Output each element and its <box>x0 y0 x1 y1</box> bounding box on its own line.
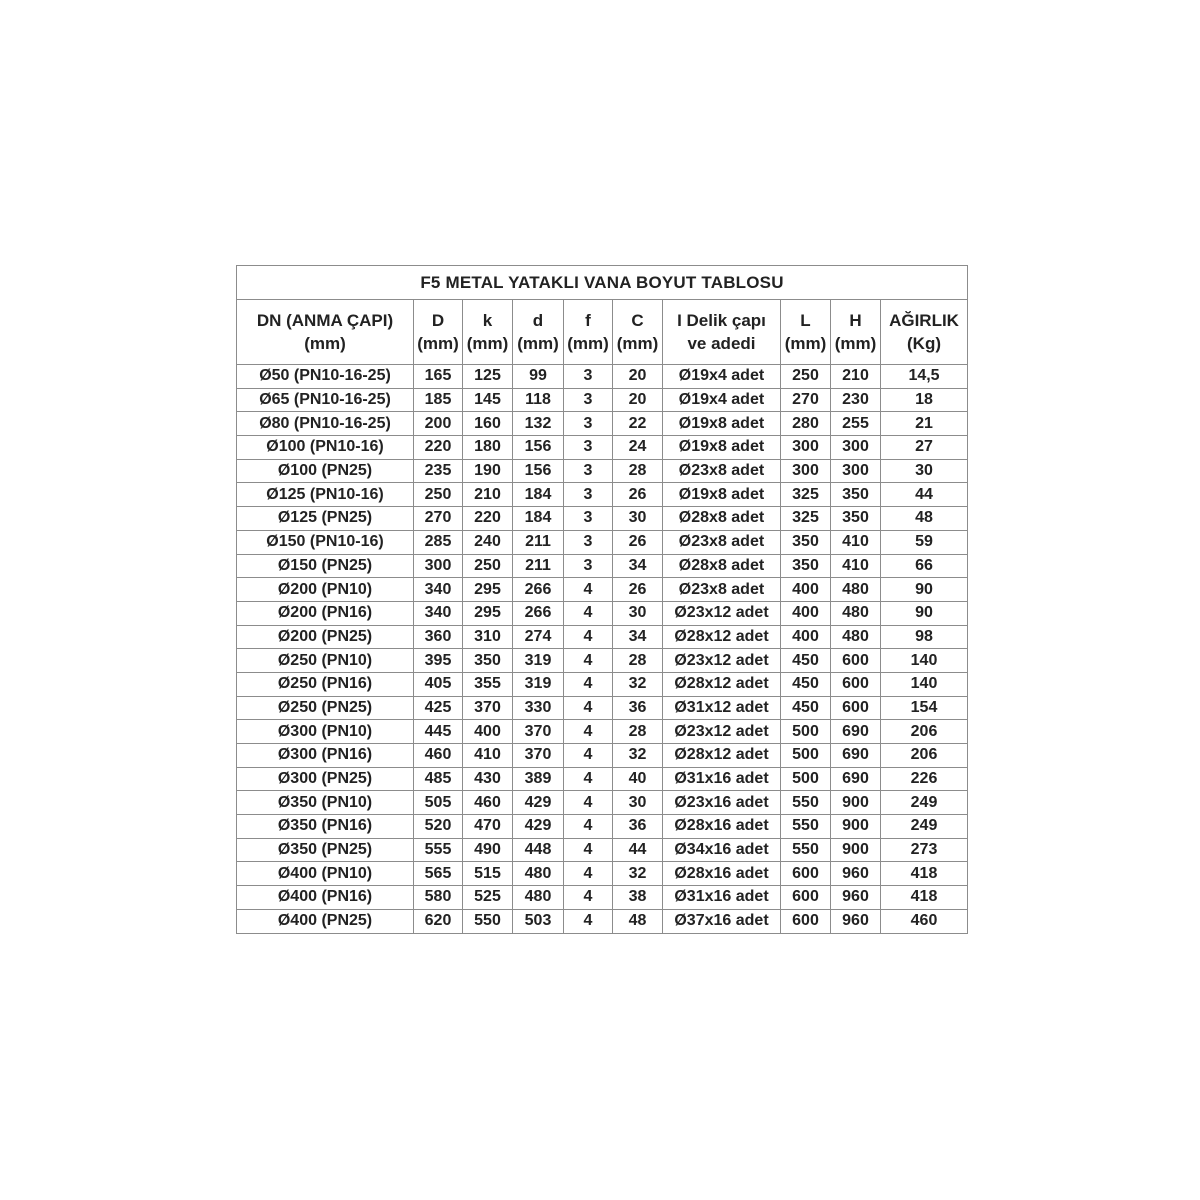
table-cell-f: 3 <box>564 483 613 507</box>
table-cell-hole: Ø31x16 adet <box>663 886 781 910</box>
table-row <box>237 412 968 436</box>
dimension-sheet <box>236 265 967 934</box>
table-cell-h: 210 <box>831 365 881 389</box>
table-cell-hole: Ø19x8 adet <box>663 412 781 436</box>
table-cell-d-inner: 132 <box>513 412 564 436</box>
table-cell-d-outer: 200 <box>414 412 463 436</box>
table-cell-c: 24 <box>613 436 663 460</box>
table-cell-dn: Ø300 (PN25) <box>237 767 414 791</box>
table-cell-c: 30 <box>613 601 663 625</box>
table-cell-c: 20 <box>613 365 663 389</box>
table-cell-d-inner: 429 <box>513 791 564 815</box>
table-cell-dn: Ø250 (PN10) <box>237 649 414 673</box>
table-cell-l: 325 <box>781 507 831 531</box>
table-cell-l: 550 <box>781 838 831 862</box>
column-header-label: d <box>532 311 544 330</box>
table-cell-hole: Ø23x12 adet <box>663 720 781 744</box>
table-cell-dn: Ø300 (PN10) <box>237 720 414 744</box>
table-cell-h: 600 <box>831 649 881 673</box>
table-cell-k: 550 <box>463 909 513 933</box>
table-cell-dn: Ø250 (PN16) <box>237 672 414 696</box>
table-cell-c: 34 <box>613 554 663 578</box>
table-cell-k: 470 <box>463 815 513 839</box>
column-header-label: I Delik çapı <box>677 311 766 330</box>
column-header-unit: (mm) <box>616 334 659 353</box>
table-cell-d-outer: 555 <box>414 838 463 862</box>
table-cell-d-outer: 505 <box>414 791 463 815</box>
table-cell-k: 515 <box>463 862 513 886</box>
table-cell-weight: 59 <box>881 530 968 554</box>
table-cell-d-outer: 395 <box>414 649 463 673</box>
table-cell-k: 370 <box>463 696 513 720</box>
table-cell-hole: Ø28x12 adet <box>663 672 781 696</box>
table-row <box>237 507 968 531</box>
table-row <box>237 720 968 744</box>
table-cell-c: 36 <box>613 696 663 720</box>
table-cell-h: 600 <box>831 672 881 696</box>
column-header-unit: (mm) <box>834 334 877 353</box>
table-cell-c: 30 <box>613 791 663 815</box>
table-cell-d-inner: 156 <box>513 436 564 460</box>
table-cell-f: 4 <box>564 578 613 602</box>
table-cell-f: 3 <box>564 388 613 412</box>
table-cell-k: 350 <box>463 649 513 673</box>
table-cell-l: 450 <box>781 696 831 720</box>
table-cell-dn: Ø200 (PN10) <box>237 578 414 602</box>
column-header-hole <box>663 300 781 365</box>
table-cell-hole: Ø23x8 adet <box>663 530 781 554</box>
table-cell-k: 190 <box>463 459 513 483</box>
table-cell-weight: 418 <box>881 862 968 886</box>
table-cell-h: 690 <box>831 767 881 791</box>
table-cell-d-outer: 360 <box>414 625 463 649</box>
table-cell-d-inner: 274 <box>513 625 564 649</box>
table-cell-f: 4 <box>564 862 613 886</box>
table-cell-l: 450 <box>781 649 831 673</box>
table-cell-d-inner: 370 <box>513 744 564 768</box>
table-cell-f: 4 <box>564 791 613 815</box>
table-row <box>237 862 968 886</box>
table-cell-l: 325 <box>781 483 831 507</box>
table-cell-weight: 44 <box>881 483 968 507</box>
table-cell-k: 220 <box>463 507 513 531</box>
table-cell-l: 400 <box>781 578 831 602</box>
table-cell-k: 355 <box>463 672 513 696</box>
table-cell-h: 900 <box>831 791 881 815</box>
table-cell-c: 26 <box>613 483 663 507</box>
table-cell-k: 310 <box>463 625 513 649</box>
table-cell-f: 3 <box>564 436 613 460</box>
table-cell-l: 600 <box>781 862 831 886</box>
table-cell-h: 255 <box>831 412 881 436</box>
table-cell-l: 350 <box>781 530 831 554</box>
table-row <box>237 815 968 839</box>
column-header-unit: (mm) <box>567 334 609 353</box>
table-cell-d-inner: 480 <box>513 886 564 910</box>
table-cell-l: 600 <box>781 886 831 910</box>
table-cell-c: 32 <box>613 744 663 768</box>
table-cell-k: 400 <box>463 720 513 744</box>
table-cell-weight: 18 <box>881 388 968 412</box>
table-cell-weight: 90 <box>881 578 968 602</box>
table-cell-d-outer: 580 <box>414 886 463 910</box>
table-cell-l: 500 <box>781 720 831 744</box>
table-cell-d-inner: 184 <box>513 507 564 531</box>
table-cell-d-outer: 340 <box>414 601 463 625</box>
table-cell-hole: Ø23x16 adet <box>663 791 781 815</box>
table-cell-dn: Ø150 (PN10-16) <box>237 530 414 554</box>
table-cell-dn: Ø100 (PN10-16) <box>237 436 414 460</box>
table-cell-hole: Ø34x16 adet <box>663 838 781 862</box>
table-cell-d-inner: 330 <box>513 696 564 720</box>
column-header-dn <box>237 300 414 365</box>
table-cell-hole: Ø23x8 adet <box>663 459 781 483</box>
table-cell-l: 550 <box>781 791 831 815</box>
table-cell-weight: 98 <box>881 625 968 649</box>
table-cell-h: 350 <box>831 483 881 507</box>
table-row <box>237 696 968 720</box>
table-cell-f: 4 <box>564 767 613 791</box>
table-cell-d-inner: 429 <box>513 815 564 839</box>
table-cell-h: 230 <box>831 388 881 412</box>
table-row <box>237 744 968 768</box>
column-header-unit: (mm) <box>417 334 459 353</box>
table-cell-f: 4 <box>564 720 613 744</box>
table-cell-hole: Ø23x12 adet <box>663 601 781 625</box>
table-cell-k: 250 <box>463 554 513 578</box>
table-cell-weight: 27 <box>881 436 968 460</box>
table-cell-k: 210 <box>463 483 513 507</box>
column-header-unit: (mm) <box>517 334 559 353</box>
table-row <box>237 388 968 412</box>
table-cell-hole: Ø19x8 adet <box>663 436 781 460</box>
table-cell-l: 270 <box>781 388 831 412</box>
table-cell-h: 960 <box>831 862 881 886</box>
table-cell-c: 48 <box>613 909 663 933</box>
table-cell-f: 4 <box>564 744 613 768</box>
table-cell-h: 900 <box>831 838 881 862</box>
table-row <box>237 365 968 389</box>
table-cell-l: 450 <box>781 672 831 696</box>
table-cell-d-inner: 370 <box>513 720 564 744</box>
table-row <box>237 625 968 649</box>
table-row <box>237 601 968 625</box>
table-cell-d-inner: 319 <box>513 672 564 696</box>
column-header-label: DN (ANMA ÇAPI) <box>256 311 394 330</box>
column-header-f <box>564 300 613 365</box>
table-cell-c: 44 <box>613 838 663 862</box>
table-cell-d-inner: 319 <box>513 649 564 673</box>
table-cell-d-inner: 118 <box>513 388 564 412</box>
table-cell-d-outer: 405 <box>414 672 463 696</box>
table-cell-dn: Ø350 (PN25) <box>237 838 414 862</box>
table-cell-weight: 14,5 <box>881 365 968 389</box>
table-cell-weight: 273 <box>881 838 968 862</box>
table-row <box>237 909 968 933</box>
table-cell-hole: Ø28x12 adet <box>663 625 781 649</box>
table-row <box>237 838 968 862</box>
table-cell-d-inner: 389 <box>513 767 564 791</box>
table-cell-d-outer: 620 <box>414 909 463 933</box>
table-cell-k: 295 <box>463 578 513 602</box>
table-cell-h: 960 <box>831 909 881 933</box>
table-cell-d-outer: 165 <box>414 365 463 389</box>
table-cell-f: 4 <box>564 601 613 625</box>
table-cell-hole: Ø28x8 adet <box>663 507 781 531</box>
table-cell-c: 32 <box>613 672 663 696</box>
table-cell-d-inner: 480 <box>513 862 564 886</box>
table-cell-f: 3 <box>564 507 613 531</box>
table-cell-l: 550 <box>781 815 831 839</box>
column-header-k <box>463 300 513 365</box>
table-cell-weight: 48 <box>881 507 968 531</box>
table-cell-d-inner: 184 <box>513 483 564 507</box>
table-cell-hole: Ø19x4 adet <box>663 388 781 412</box>
table-cell-f: 3 <box>564 459 613 483</box>
table-row <box>237 649 968 673</box>
table-cell-hole: Ø23x8 adet <box>663 578 781 602</box>
table-cell-k: 125 <box>463 365 513 389</box>
table-cell-d-outer: 460 <box>414 744 463 768</box>
table-cell-h: 410 <box>831 554 881 578</box>
table-cell-dn: Ø150 (PN25) <box>237 554 414 578</box>
column-header-label: L <box>800 311 811 330</box>
table-cell-weight: 206 <box>881 720 968 744</box>
table-cell-d-outer: 285 <box>414 530 463 554</box>
table-cell-d-outer: 220 <box>414 436 463 460</box>
table-cell-weight: 460 <box>881 909 968 933</box>
table-cell-f: 3 <box>564 554 613 578</box>
table-cell-weight: 206 <box>881 744 968 768</box>
table-cell-h: 690 <box>831 744 881 768</box>
table-cell-c: 30 <box>613 507 663 531</box>
valve-dimension-table <box>236 265 968 934</box>
table-cell-weight: 249 <box>881 791 968 815</box>
table-cell-hole: Ø19x4 adet <box>663 365 781 389</box>
table-cell-d-outer: 235 <box>414 459 463 483</box>
table-cell-weight: 30 <box>881 459 968 483</box>
table-cell-l: 300 <box>781 436 831 460</box>
table-cell-d-outer: 300 <box>414 554 463 578</box>
table-cell-d-inner: 99 <box>513 365 564 389</box>
table-cell-dn: Ø50 (PN10-16-25) <box>237 365 414 389</box>
table-cell-dn: Ø200 (PN16) <box>237 601 414 625</box>
table-cell-f: 3 <box>564 365 613 389</box>
table-cell-weight: 66 <box>881 554 968 578</box>
table-cell-l: 600 <box>781 909 831 933</box>
table-cell-d-inner: 266 <box>513 578 564 602</box>
table-row <box>237 672 968 696</box>
table-row <box>237 554 968 578</box>
column-header-unit: ve adedi <box>687 334 756 353</box>
table-cell-d-inner: 448 <box>513 838 564 862</box>
table-cell-weight: 140 <box>881 672 968 696</box>
table-cell-dn: Ø300 (PN16) <box>237 744 414 768</box>
table-cell-hole: Ø31x12 adet <box>663 696 781 720</box>
table-cell-f: 4 <box>564 672 613 696</box>
column-header-label: D <box>431 311 445 330</box>
table-cell-c: 28 <box>613 459 663 483</box>
table-cell-h: 350 <box>831 507 881 531</box>
column-header-label: H <box>849 311 862 330</box>
table-cell-weight: 418 <box>881 886 968 910</box>
table-row <box>237 459 968 483</box>
table-cell-d-outer: 445 <box>414 720 463 744</box>
column-header-c <box>613 300 663 365</box>
table-cell-k: 430 <box>463 767 513 791</box>
table-cell-f: 4 <box>564 886 613 910</box>
table-cell-c: 20 <box>613 388 663 412</box>
table-cell-d-outer: 485 <box>414 767 463 791</box>
table-cell-d-outer: 520 <box>414 815 463 839</box>
table-cell-weight: 21 <box>881 412 968 436</box>
table-cell-c: 28 <box>613 649 663 673</box>
table-cell-weight: 140 <box>881 649 968 673</box>
table-cell-hole: Ø23x12 adet <box>663 649 781 673</box>
table-cell-c: 28 <box>613 720 663 744</box>
table-cell-c: 26 <box>613 530 663 554</box>
table-cell-dn: Ø400 (PN10) <box>237 862 414 886</box>
table-cell-dn: Ø400 (PN25) <box>237 909 414 933</box>
table-cell-h: 480 <box>831 601 881 625</box>
table-cell-hole: Ø19x8 adet <box>663 483 781 507</box>
table-cell-k: 525 <box>463 886 513 910</box>
table-cell-k: 180 <box>463 436 513 460</box>
table-cell-l: 500 <box>781 767 831 791</box>
column-header-unit: (mm) <box>304 334 346 353</box>
table-row <box>237 767 968 791</box>
table-cell-dn: Ø250 (PN25) <box>237 696 414 720</box>
table-cell-k: 460 <box>463 791 513 815</box>
table-cell-d-outer: 565 <box>414 862 463 886</box>
column-header-unit: (mm) <box>784 334 827 353</box>
column-header-label: k <box>482 311 493 330</box>
table-cell-l: 400 <box>781 601 831 625</box>
table-cell-k: 410 <box>463 744 513 768</box>
table-cell-d-inner: 211 <box>513 554 564 578</box>
table-cell-h: 900 <box>831 815 881 839</box>
table-cell-c: 36 <box>613 815 663 839</box>
table-cell-h: 300 <box>831 459 881 483</box>
table-cell-hole: Ø31x16 adet <box>663 767 781 791</box>
table-cell-c: 40 <box>613 767 663 791</box>
table-cell-d-outer: 270 <box>414 507 463 531</box>
table-cell-c: 26 <box>613 578 663 602</box>
table-cell-weight: 90 <box>881 601 968 625</box>
table-cell-h: 690 <box>831 720 881 744</box>
table-cell-weight: 226 <box>881 767 968 791</box>
table-cell-dn: Ø125 (PN25) <box>237 507 414 531</box>
column-header-d-outer <box>414 300 463 365</box>
table-cell-f: 3 <box>564 530 613 554</box>
column-header-unit: (Kg) <box>907 334 941 353</box>
table-cell-d-outer: 185 <box>414 388 463 412</box>
table-cell-dn: Ø100 (PN25) <box>237 459 414 483</box>
column-header-label: C <box>631 311 644 330</box>
table-cell-l: 250 <box>781 365 831 389</box>
table-cell-h: 600 <box>831 696 881 720</box>
column-header-unit: (mm) <box>466 334 509 353</box>
table-cell-dn: Ø400 (PN16) <box>237 886 414 910</box>
table-cell-h: 410 <box>831 530 881 554</box>
table-cell-f: 4 <box>564 625 613 649</box>
table-cell-d-outer: 425 <box>414 696 463 720</box>
table-cell-f: 4 <box>564 815 613 839</box>
header-row <box>237 300 968 365</box>
table-cell-hole: Ø28x16 adet <box>663 862 781 886</box>
table-cell-k: 295 <box>463 601 513 625</box>
table-cell-k: 490 <box>463 838 513 862</box>
column-header-h <box>831 300 881 365</box>
table-row <box>237 886 968 910</box>
column-header-d-inner <box>513 300 564 365</box>
table-cell-dn: Ø350 (PN16) <box>237 815 414 839</box>
table-cell-d-outer: 340 <box>414 578 463 602</box>
table-cell-hole: Ø28x8 adet <box>663 554 781 578</box>
table-row <box>237 530 968 554</box>
table-cell-d-inner: 156 <box>513 459 564 483</box>
table-cell-h: 960 <box>831 886 881 910</box>
table-cell-h: 480 <box>831 578 881 602</box>
table-title: F5 METAL YATAKLI VANA BOYUT TABLOSU <box>237 266 968 300</box>
table-body <box>237 365 968 934</box>
table-cell-hole: Ø28x16 adet <box>663 815 781 839</box>
column-header-label: f <box>585 311 591 330</box>
table-cell-hole: Ø37x16 adet <box>663 909 781 933</box>
table-cell-c: 38 <box>613 886 663 910</box>
table-cell-f: 3 <box>564 412 613 436</box>
table-cell-dn: Ø125 (PN10-16) <box>237 483 414 507</box>
table-cell-f: 4 <box>564 696 613 720</box>
table-cell-k: 160 <box>463 412 513 436</box>
table-cell-f: 4 <box>564 838 613 862</box>
column-header-label: AĞIRLIK <box>889 311 959 330</box>
table-row <box>237 578 968 602</box>
table-cell-l: 350 <box>781 554 831 578</box>
table-cell-d-inner: 503 <box>513 909 564 933</box>
column-header-weight <box>881 300 968 365</box>
table-cell-l: 500 <box>781 744 831 768</box>
table-cell-weight: 249 <box>881 815 968 839</box>
table-cell-c: 34 <box>613 625 663 649</box>
table-cell-dn: Ø200 (PN25) <box>237 625 414 649</box>
table-cell-c: 22 <box>613 412 663 436</box>
table-cell-f: 4 <box>564 909 613 933</box>
table-cell-l: 280 <box>781 412 831 436</box>
table-cell-h: 480 <box>831 625 881 649</box>
table-cell-d-outer: 250 <box>414 483 463 507</box>
table-cell-l: 300 <box>781 459 831 483</box>
table-cell-d-inner: 266 <box>513 601 564 625</box>
table-cell-h: 300 <box>831 436 881 460</box>
table-row <box>237 483 968 507</box>
table-cell-d-inner: 211 <box>513 530 564 554</box>
table-cell-dn: Ø350 (PN10) <box>237 791 414 815</box>
table-row <box>237 791 968 815</box>
column-header-l <box>781 300 831 365</box>
table-cell-k: 145 <box>463 388 513 412</box>
table-cell-dn: Ø65 (PN10-16-25) <box>237 388 414 412</box>
table-cell-k: 240 <box>463 530 513 554</box>
table-cell-dn: Ø80 (PN10-16-25) <box>237 412 414 436</box>
table-cell-f: 4 <box>564 649 613 673</box>
table-cell-c: 32 <box>613 862 663 886</box>
table-cell-l: 400 <box>781 625 831 649</box>
table-cell-hole: Ø28x12 adet <box>663 744 781 768</box>
table-cell-weight: 154 <box>881 696 968 720</box>
table-row <box>237 436 968 460</box>
